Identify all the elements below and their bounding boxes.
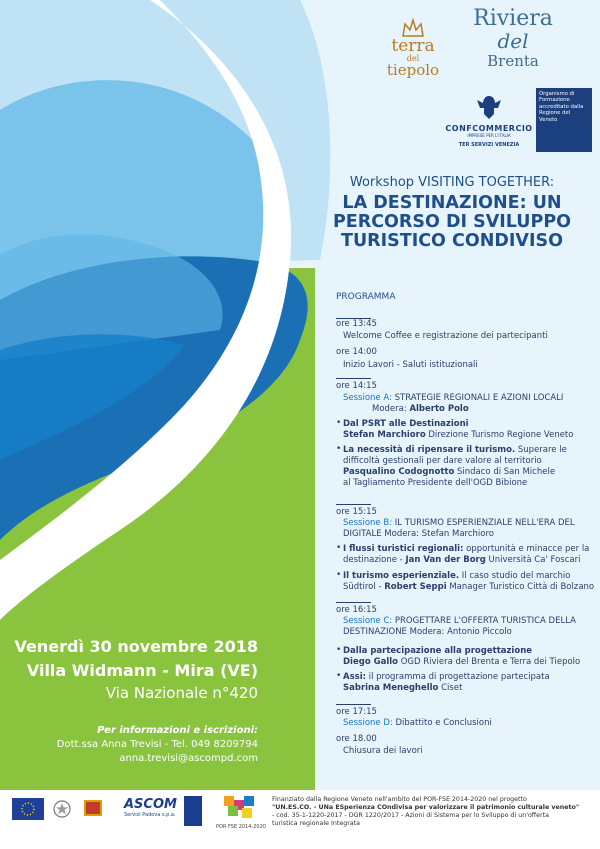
divider: [336, 704, 371, 705]
welcome-coffee: Welcome Coffee e registrazione dei partecipanti: [343, 331, 548, 341]
ascom-badge: [184, 796, 202, 826]
regione-veneto-logo: [80, 798, 106, 820]
del-text: del: [406, 54, 420, 63]
riviera-del-brenta-logo: [448, 8, 578, 70]
eagle-icon: [474, 92, 504, 122]
del-text: del: [497, 29, 529, 53]
session-a-moderator: Modera: Alberto Polo: [372, 404, 469, 414]
chiusura-lavori: Chiusura dei lavori: [343, 746, 423, 756]
divider: [336, 318, 371, 319]
info-email[interactable]: anna.trevisi@ascompd.com: [119, 753, 258, 764]
por-fse-logo: [214, 794, 268, 828]
ter-servizi-text: TER SERVIZI VENEZIA: [458, 142, 520, 148]
repubblica-emblem-logo: [52, 798, 72, 820]
confcommercio-logo: [444, 92, 534, 148]
time-1615: ore 16:15: [336, 605, 377, 615]
bullet: •: [336, 418, 342, 428]
terra-text: terra: [391, 36, 435, 56]
session-b-title: Sessione B: IL TURISMO ESPERIENZIALE NELL'ERA DEL DIGITALE Modera: Stefan Marchioro: [343, 518, 575, 539]
programma-heading: PROGRAMMA: [336, 292, 396, 302]
eu-stars-icon: [12, 798, 44, 820]
time-1345: ore 13:45: [336, 319, 377, 329]
talk-a2: La necessità di ripensare il turismo. Superare le difficoltà gestionali per dare valore al territorio Pasqualino Codognotto Sindaco di San Michele al Tagliamento Presidente dell'OGD Bibione: [343, 445, 567, 488]
ascom-logo: [124, 797, 177, 818]
talk-c1: Dalla partecipazione alla progettazione Diego Gallo OGD Riviera del Brenta e Terra dei Tiepolo: [343, 646, 581, 667]
bullet: •: [336, 444, 342, 454]
crown-icon: [400, 14, 426, 40]
session-c-title: Sessione C: PROGETTARE L'OFFERTA TURISTICA DELLA DESTINAZIONE Modera: Antonio Piccolo: [343, 616, 576, 637]
funding-note: Finanziato dalla Regione Veneto nell'ambito del POR-FSE 2014-2020 nel progetto "UN.ES.CO. - UNa ESperienza COndivisa per valorizzare il patrimonio culturale veneto" - cod. 35-1-1220-2017 - DGR 1220/2017 - Azioni di Sistema per lo Sviluppo di un'offerta turistica regionale Integrata: [272, 796, 580, 827]
lion-icon: [80, 798, 106, 820]
talk-a1: Dal PSRT alle Destinazioni Stefan Marchioro Direzione Turismo Regione Veneto: [343, 419, 574, 440]
organismo-formazione-badge: [536, 88, 592, 152]
riviera-text: Riviera: [473, 6, 553, 31]
info-contact: Dott.ssa Anna Trevisi - Tel. 049 8209794: [56, 739, 258, 750]
tiepolo-text: tiepolo: [386, 61, 440, 79]
confcommercio-name: CONFCOMMERCIO: [445, 124, 533, 133]
por-fse-text: POR FSE 2014-2020: [216, 824, 266, 830]
info-block: [0, 724, 258, 766]
info-heading: Per informazioni e iscrizioni:: [97, 725, 258, 736]
bullet: •: [336, 671, 342, 681]
title-line-2: PERCORSO DI SVILUPPO: [332, 212, 572, 232]
divider: [336, 378, 371, 379]
inizio-lavori: Inizio Lavori - Saluti istituzionali: [343, 360, 478, 370]
title-line-1: LA DESTINAZIONE: UN: [342, 193, 562, 213]
talk-b1: I flussi turistici regionali: opportunità e minacce per la destinazione - Jan Van der Borg Università Ca' Foscari: [343, 544, 590, 565]
event-address: Via Nazionale n°420: [105, 684, 258, 702]
time-1515: ore 15:15: [336, 507, 377, 517]
time-1715: ore 17:15: [336, 707, 377, 717]
bullet: •: [336, 543, 342, 553]
time-1400: ore 14:00: [336, 347, 377, 357]
time-1415: ore 14:15: [336, 381, 377, 391]
session-a-title: Sessione A: STRATEGIE REGIONALI E AZIONI LOCALI: [343, 393, 564, 403]
time-1800: ore 18.00: [336, 734, 377, 744]
event-date: Venerdì 30 novembre 2018: [14, 637, 258, 656]
ascom-name: ASCOM: [124, 797, 177, 812]
brenta-text: Brenta: [487, 52, 539, 70]
talk-c2: Assi: il programma di progettazione partecipata Sabrina Meneghello Ciset: [343, 672, 550, 693]
divider: [336, 602, 371, 603]
eu-flag-logo: [12, 798, 44, 820]
organismo-text: Organismo di Formazione accreditato dalla Regione del Veneto: [539, 91, 584, 123]
workshop-subtitle: Workshop VISITING TOGETHER:: [349, 175, 555, 190]
bullet: •: [336, 570, 342, 580]
title-line-3: TURISTICO CONDIVISO: [341, 231, 563, 251]
bullet: •: [336, 645, 342, 655]
por-fse-mosaic-icon: [214, 794, 268, 820]
divider: [336, 504, 371, 505]
star-emblem-icon: [52, 798, 72, 820]
event-venue: Villa Widmann - Mira (VE): [26, 661, 258, 680]
terra-del-tiepolo-logo: [380, 8, 446, 78]
talk-b2: Il turismo esperienziale. Il caso studio del marchio Südtirol - Robert Seppi Manager Turistico Città di Bolzano: [343, 571, 595, 592]
main-title: [312, 194, 592, 251]
session-d-title: Sessione D: Dibattito e Conclusioni: [343, 718, 492, 728]
confcommercio-sub: IMPRESE PER L'ITALIA: [467, 133, 511, 138]
ascom-sub: Servizi Padova s.p.a.: [124, 812, 176, 818]
